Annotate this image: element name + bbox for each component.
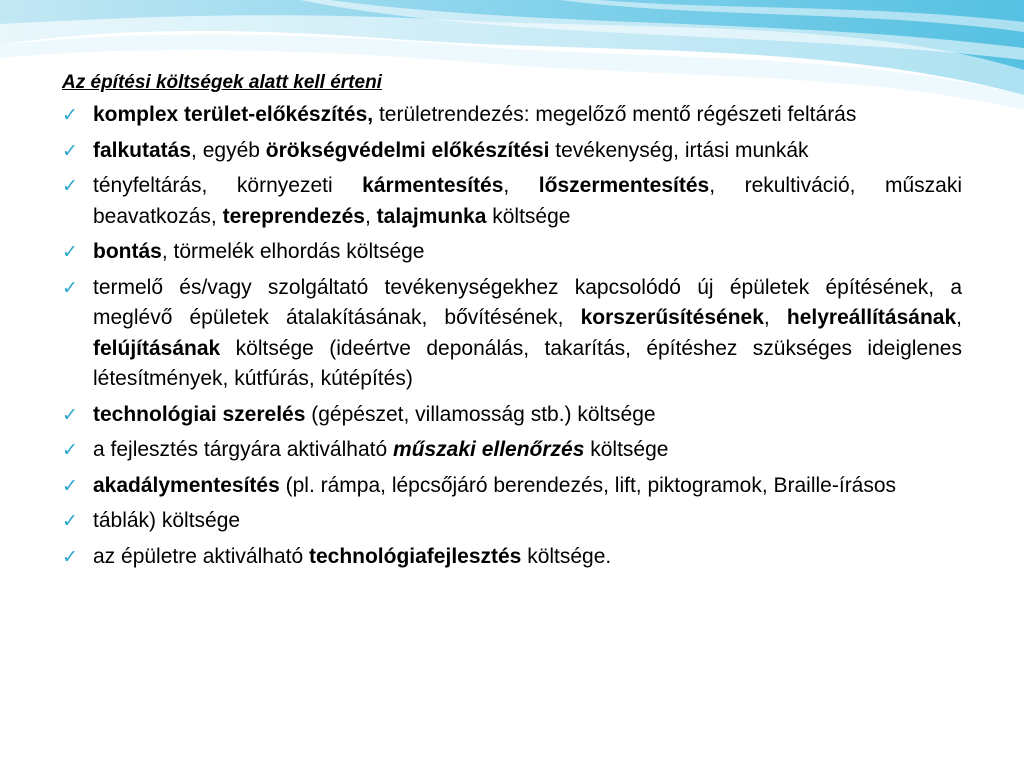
item-text: tényfeltárás, környezeti	[93, 174, 363, 197]
item-text: (gépészet, villamosság stb.) költsége	[305, 402, 656, 426]
item-text: a fejlesztés tárgyára aktiválható	[93, 438, 393, 461]
list-item	[62, 100, 962, 131]
slide-content	[62, 70, 962, 577]
item-text	[393, 438, 584, 461]
item-text: ,	[503, 174, 539, 197]
check-mark-icon: ✓	[62, 175, 78, 197]
item-text: tevékenység, irtási munkák	[549, 138, 809, 162]
item-text: tereprendezés	[222, 204, 365, 228]
item-text: költsége	[584, 438, 669, 461]
item-text: költsége (ideértve deponálás, takarítás, építéshez szükséges ideiglenes létesítmények, kútfúrás, kútépítés)	[93, 336, 962, 390]
item-text: termelő és/vagy szolgáltató tevékenységekhez kapcsolódó új épületek építésének, a meglévő épületek átalakításának, bővítésének,	[93, 275, 962, 329]
list-item	[62, 171, 962, 232]
item-text: az épületre aktiválható	[93, 544, 309, 568]
item-text: helyreállításának	[786, 306, 957, 329]
list-item	[62, 136, 962, 167]
check-mark-icon: ✓	[62, 241, 78, 263]
item-text: korszerűsítésének	[580, 306, 764, 329]
list-item	[62, 400, 962, 431]
item-text: technológiafejlesztés	[308, 544, 522, 568]
check-mark-icon: ✓	[62, 439, 78, 461]
item-text: ,	[763, 306, 787, 329]
slide-heading: Az építési költségek alatt kell érteni	[62, 72, 382, 93]
item-text: technológiai szerelés	[93, 402, 306, 426]
item-text: , rekultiváció, műszaki beavatkozás,	[93, 174, 963, 228]
item-text: talajmunka	[376, 204, 487, 228]
item-text: költsége	[486, 204, 571, 228]
item-text: örökségvédelmi előkészítési	[265, 138, 550, 162]
list-item	[62, 471, 962, 502]
item-text: felújításának	[93, 336, 221, 360]
check-mark-icon: ✓	[62, 545, 78, 568]
check-mark-icon: ✓	[62, 139, 78, 162]
list-item	[62, 542, 962, 573]
item-text: (pl. rámpa, lépcsőjáró berendezés, lift, piktogramok, Braille-írásos	[279, 473, 897, 497]
item-text: ,	[365, 204, 377, 228]
item-text: , egyéb	[191, 138, 266, 162]
item-text: falkutatás	[93, 138, 192, 162]
item-text: akadálymentesítés	[93, 473, 280, 497]
item-text: , törmelék elhordás költsége	[161, 240, 425, 263]
list-item	[62, 506, 962, 537]
item-text: ,	[956, 306, 962, 329]
item-text: bontás	[93, 240, 162, 263]
item-text-emphasis: műszaki ellenőrzés	[393, 438, 585, 461]
check-mark-icon: ✓	[62, 474, 78, 497]
check-mark-icon: ✓	[62, 276, 78, 299]
list-item	[62, 237, 962, 268]
item-text: táblák) költsége	[93, 509, 241, 532]
check-mark-icon: ✓	[62, 403, 78, 426]
check-mark-icon: ✓	[62, 510, 78, 532]
list-item	[62, 273, 962, 395]
item-text: költsége.	[521, 544, 612, 568]
cost-item-list	[62, 100, 962, 572]
list-item	[62, 435, 962, 466]
item-text: komplex terület-előkészítés,	[93, 103, 374, 126]
item-text: lőszermentesítés	[538, 174, 710, 197]
item-text: kármentesítés	[362, 174, 504, 197]
item-text: területrendezés: megelőző mentő régészeti feltárás	[373, 103, 857, 126]
check-mark-icon: ✓	[62, 104, 78, 126]
